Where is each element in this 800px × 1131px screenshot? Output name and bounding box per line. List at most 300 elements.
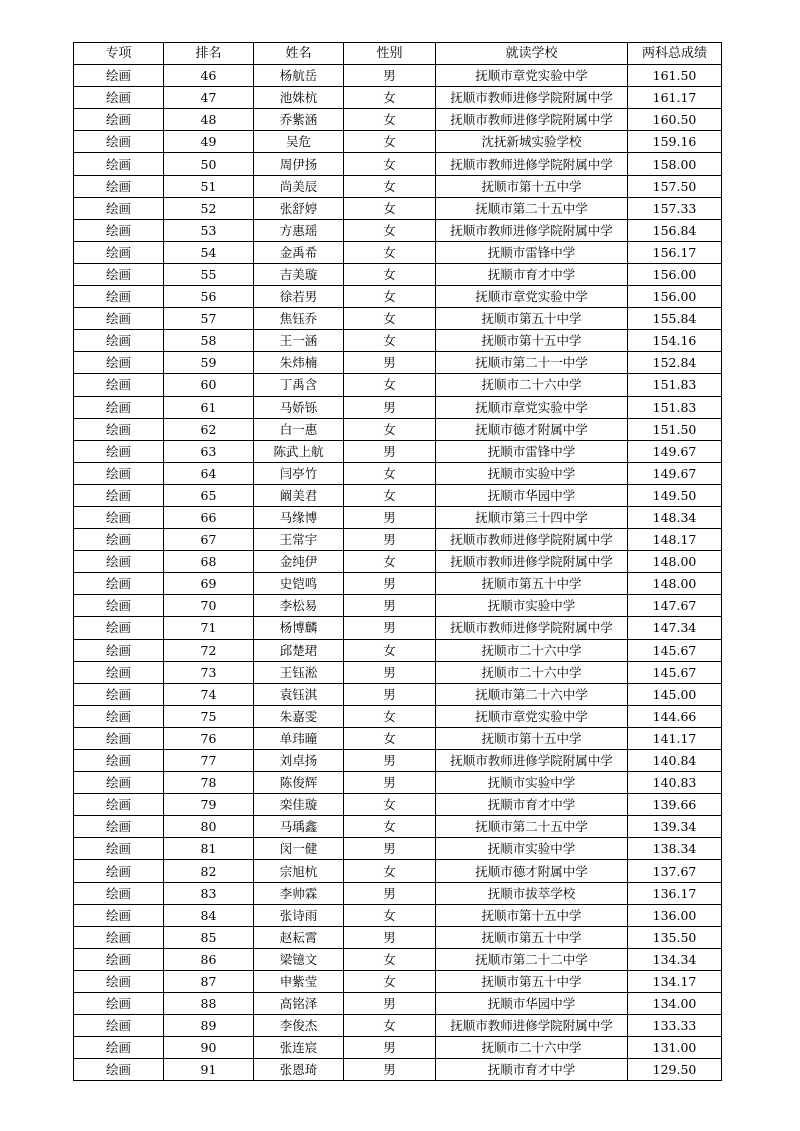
cell-specialty: 绘画 [74,551,164,573]
cell-name: 刘卓扬 [254,750,344,772]
cell-specialty: 绘画 [74,661,164,683]
cell-rank: 56 [164,286,254,308]
cell-total-score: 136.00 [628,904,722,926]
cell-specialty: 绘画 [74,352,164,374]
cell-rank: 74 [164,683,254,705]
table-row [74,551,722,573]
cell-total-score: 148.00 [628,573,722,595]
cell-school: 抚顺市章党实验中学 [436,65,628,87]
cell-total-score: 136.17 [628,882,722,904]
cell-rank: 73 [164,661,254,683]
cell-specialty: 绘画 [74,1037,164,1059]
cell-name: 吴危 [254,131,344,153]
cell-gender: 男 [344,440,436,462]
table-row [74,926,722,948]
table-row [74,529,722,551]
cell-name: 朱嘉雯 [254,705,344,727]
cell-specialty: 绘画 [74,639,164,661]
cell-specialty: 绘画 [74,440,164,462]
cell-total-score: 148.34 [628,506,722,528]
table-row [74,683,722,705]
cell-gender: 男 [344,1037,436,1059]
cell-total-score: 145.67 [628,639,722,661]
cell-total-score: 156.84 [628,219,722,241]
cell-gender: 男 [344,65,436,87]
cell-specialty: 绘画 [74,153,164,175]
cell-total-score: 149.67 [628,440,722,462]
cell-rank: 89 [164,1015,254,1037]
cell-gender: 女 [344,197,436,219]
cell-gender: 女 [344,727,436,749]
table-header [74,43,722,65]
cell-rank: 76 [164,727,254,749]
table-row [74,153,722,175]
cell-school: 抚顺市章党实验中学 [436,396,628,418]
cell-name: 吉美璇 [254,263,344,285]
cell-specialty: 绘画 [74,1059,164,1081]
cell-rank: 67 [164,529,254,551]
table-row [74,904,722,926]
cell-gender: 男 [344,595,436,617]
cell-total-score: 156.00 [628,286,722,308]
cell-school: 抚顺市教师进修学院附属中学 [436,529,628,551]
cell-gender: 女 [344,1015,436,1037]
cell-specialty: 绘画 [74,330,164,352]
table-row [74,617,722,639]
cell-name: 杨航岳 [254,65,344,87]
cell-rank: 72 [164,639,254,661]
header-gender: 性别 [344,43,436,65]
table-row [74,87,722,109]
cell-rank: 70 [164,595,254,617]
cell-rank: 81 [164,838,254,860]
table-row [74,241,722,263]
cell-specialty: 绘画 [74,926,164,948]
cell-rank: 68 [164,551,254,573]
cell-school: 抚顺市第十五中学 [436,330,628,352]
cell-gender: 女 [344,904,436,926]
cell-rank: 90 [164,1037,254,1059]
cell-specialty: 绘画 [74,65,164,87]
cell-specialty: 绘画 [74,838,164,860]
cell-rank: 82 [164,860,254,882]
table-row [74,197,722,219]
cell-name: 周伊扬 [254,153,344,175]
cell-total-score: 138.34 [628,838,722,860]
cell-gender: 女 [344,87,436,109]
cell-gender: 男 [344,617,436,639]
cell-school: 抚顺市实验中学 [436,838,628,860]
cell-specialty: 绘画 [74,131,164,153]
table-row [74,727,722,749]
table-row [74,418,722,440]
cell-total-score: 131.00 [628,1037,722,1059]
cell-school: 抚顺市第五十中学 [436,970,628,992]
table-row [74,882,722,904]
cell-name: 金纯伊 [254,551,344,573]
cell-gender: 男 [344,352,436,374]
cell-specialty: 绘画 [74,286,164,308]
table-row [74,639,722,661]
cell-rank: 84 [164,904,254,926]
cell-name: 高铭泽 [254,993,344,1015]
cell-specialty: 绘画 [74,462,164,484]
cell-specialty: 绘画 [74,484,164,506]
cell-name: 张恩琦 [254,1059,344,1081]
cell-gender: 女 [344,816,436,838]
cell-rank: 54 [164,241,254,263]
cell-rank: 62 [164,418,254,440]
cell-gender: 女 [344,308,436,330]
cell-rank: 78 [164,772,254,794]
cell-school: 抚顺市第二十六中学 [436,683,628,705]
cell-gender: 男 [344,993,436,1015]
cell-name: 梁镱文 [254,948,344,970]
cell-gender: 女 [344,109,436,131]
cell-name: 池姝杭 [254,87,344,109]
cell-total-score: 157.50 [628,175,722,197]
cell-school: 抚顺市第十五中学 [436,175,628,197]
cell-rank: 53 [164,219,254,241]
cell-name: 方惠瑶 [254,219,344,241]
cell-rank: 50 [164,153,254,175]
cell-school: 抚顺市教师进修学院附属中学 [436,617,628,639]
cell-school: 抚顺市教师进修学院附属中学 [436,219,628,241]
cell-name: 徐若男 [254,286,344,308]
cell-specialty: 绘画 [74,573,164,595]
cell-total-score: 152.84 [628,352,722,374]
table-row [74,595,722,617]
table-body [74,65,722,1081]
cell-total-score: 158.00 [628,153,722,175]
cell-school: 抚顺市教师进修学院附属中学 [436,153,628,175]
cell-rank: 71 [164,617,254,639]
cell-specialty: 绘画 [74,263,164,285]
cell-specialty: 绘画 [74,860,164,882]
cell-rank: 85 [164,926,254,948]
table-row [74,970,722,992]
cell-school: 抚顺市教师进修学院附属中学 [436,551,628,573]
table-row [74,573,722,595]
cell-name: 陈俊辉 [254,772,344,794]
cell-name: 乔紫涵 [254,109,344,131]
cell-school: 沈抚新城实验学校 [436,131,628,153]
cell-name: 王钰淞 [254,661,344,683]
cell-name: 宗旭杭 [254,860,344,882]
cell-total-score: 139.66 [628,794,722,816]
cell-gender: 女 [344,462,436,484]
cell-school: 抚顺市实验中学 [436,462,628,484]
cell-school: 抚顺市二十六中学 [436,661,628,683]
cell-total-score: 141.17 [628,727,722,749]
cell-gender: 女 [344,263,436,285]
cell-specialty: 绘画 [74,396,164,418]
cell-school: 抚顺市二十六中学 [436,374,628,396]
header-row [74,43,722,65]
cell-rank: 57 [164,308,254,330]
cell-gender: 男 [344,926,436,948]
cell-school: 抚顺市拔萃学校 [436,882,628,904]
cell-name: 杨博麟 [254,617,344,639]
cell-gender: 男 [344,573,436,595]
cell-rank: 60 [164,374,254,396]
score-table [73,42,722,1081]
cell-school: 抚顺市第五十中学 [436,926,628,948]
cell-rank: 65 [164,484,254,506]
cell-name: 李俊杰 [254,1015,344,1037]
cell-rank: 77 [164,750,254,772]
cell-gender: 女 [344,551,436,573]
table-row [74,219,722,241]
cell-rank: 51 [164,175,254,197]
table-row [74,993,722,1015]
cell-total-score: 159.16 [628,131,722,153]
cell-gender: 男 [344,396,436,418]
cell-name: 史铠鸣 [254,573,344,595]
table-row [74,65,722,87]
table-row [74,794,722,816]
cell-rank: 49 [164,131,254,153]
cell-total-score: 156.00 [628,263,722,285]
cell-specialty: 绘画 [74,705,164,727]
cell-total-score: 140.84 [628,750,722,772]
cell-specialty: 绘画 [74,683,164,705]
cell-school: 抚顺市教师进修学院附属中学 [436,750,628,772]
cell-gender: 女 [344,374,436,396]
cell-name: 焦钰乔 [254,308,344,330]
cell-name: 尚美辰 [254,175,344,197]
cell-total-score: 134.17 [628,970,722,992]
cell-rank: 91 [164,1059,254,1081]
score-sheet [73,42,722,1081]
cell-gender: 男 [344,1059,436,1081]
cell-rank: 87 [164,970,254,992]
table-row [74,374,722,396]
cell-rank: 46 [164,65,254,87]
cell-school: 抚顺市德才附属中学 [436,418,628,440]
cell-gender: 男 [344,506,436,528]
cell-gender: 男 [344,683,436,705]
cell-gender: 女 [344,175,436,197]
cell-total-score: 135.50 [628,926,722,948]
cell-total-score: 137.67 [628,860,722,882]
cell-gender: 男 [344,661,436,683]
table-row [74,1037,722,1059]
table-row [74,705,722,727]
cell-total-score: 151.83 [628,396,722,418]
table-row [74,396,722,418]
cell-name: 单玮曈 [254,727,344,749]
cell-school: 抚顺市教师进修学院附属中学 [436,87,628,109]
cell-total-score: 161.50 [628,65,722,87]
table-row [74,131,722,153]
cell-school: 抚顺市章党实验中学 [436,286,628,308]
cell-rank: 63 [164,440,254,462]
cell-rank: 79 [164,794,254,816]
cell-total-score: 133.33 [628,1015,722,1037]
table-row [74,1015,722,1037]
cell-rank: 64 [164,462,254,484]
cell-total-score: 155.84 [628,308,722,330]
cell-total-score: 160.50 [628,109,722,131]
cell-total-score: 147.67 [628,595,722,617]
cell-name: 栾佳璇 [254,794,344,816]
cell-school: 抚顺市第五十中学 [436,573,628,595]
cell-specialty: 绘画 [74,882,164,904]
table-row [74,462,722,484]
cell-name: 陈武上航 [254,440,344,462]
cell-specialty: 绘画 [74,308,164,330]
cell-name: 王常宇 [254,529,344,551]
cell-gender: 女 [344,153,436,175]
cell-specialty: 绘画 [74,816,164,838]
cell-total-score: 147.34 [628,617,722,639]
cell-name: 金禹希 [254,241,344,263]
cell-name: 丁禹含 [254,374,344,396]
cell-gender: 男 [344,838,436,860]
cell-school: 抚顺市第二十二中学 [436,948,628,970]
cell-name: 邱楚珺 [254,639,344,661]
cell-gender: 女 [344,794,436,816]
cell-gender: 女 [344,970,436,992]
cell-school: 抚顺市雷锋中学 [436,241,628,263]
cell-specialty: 绘画 [74,197,164,219]
cell-gender: 女 [344,948,436,970]
table-row [74,1059,722,1081]
cell-rank: 75 [164,705,254,727]
cell-rank: 47 [164,87,254,109]
cell-school: 抚顺市第二十五中学 [436,197,628,219]
cell-total-score: 154.16 [628,330,722,352]
cell-name: 白一惠 [254,418,344,440]
cell-specialty: 绘画 [74,87,164,109]
table-row [74,352,722,374]
cell-school: 抚顺市雷锋中学 [436,440,628,462]
cell-rank: 61 [164,396,254,418]
cell-specialty: 绘画 [74,241,164,263]
cell-name: 王一涵 [254,330,344,352]
cell-specialty: 绘画 [74,175,164,197]
table-row [74,484,722,506]
cell-rank: 69 [164,573,254,595]
cell-rank: 52 [164,197,254,219]
cell-specialty: 绘画 [74,617,164,639]
cell-school: 抚顺市第十五中学 [436,727,628,749]
cell-rank: 58 [164,330,254,352]
table-row [74,661,722,683]
cell-specialty: 绘画 [74,750,164,772]
cell-gender: 女 [344,241,436,263]
header-specialty: 专项 [74,43,164,65]
cell-specialty: 绘画 [74,109,164,131]
cell-school: 抚顺市第十五中学 [436,904,628,926]
cell-specialty: 绘画 [74,1015,164,1037]
cell-name: 申紫莹 [254,970,344,992]
cell-specialty: 绘画 [74,219,164,241]
table-row [74,816,722,838]
cell-gender: 女 [344,418,436,440]
header-name: 姓名 [254,43,344,65]
table-row [74,506,722,528]
cell-rank: 80 [164,816,254,838]
cell-school: 抚顺市实验中学 [436,595,628,617]
cell-total-score: 144.66 [628,705,722,727]
cell-specialty: 绘画 [74,727,164,749]
cell-specialty: 绘画 [74,772,164,794]
cell-name: 张舒婷 [254,197,344,219]
cell-total-score: 134.34 [628,948,722,970]
cell-school: 抚顺市德才附属中学 [436,860,628,882]
table-row [74,286,722,308]
cell-rank: 48 [164,109,254,131]
cell-gender: 男 [344,882,436,904]
cell-name: 马缘博 [254,506,344,528]
cell-school: 抚顺市章党实验中学 [436,705,628,727]
cell-school: 抚顺市育才中学 [436,794,628,816]
cell-specialty: 绘画 [74,374,164,396]
cell-name: 张诗雨 [254,904,344,926]
cell-gender: 男 [344,750,436,772]
table-row [74,109,722,131]
header-school: 就读学校 [436,43,628,65]
cell-specialty: 绘画 [74,794,164,816]
cell-name: 阚美君 [254,484,344,506]
cell-rank: 86 [164,948,254,970]
cell-total-score: 156.17 [628,241,722,263]
cell-school: 抚顺市华园中学 [436,993,628,1015]
cell-gender: 女 [344,286,436,308]
cell-gender: 男 [344,772,436,794]
cell-school: 抚顺市实验中学 [436,772,628,794]
cell-gender: 女 [344,639,436,661]
header-total-score: 两科总成绩 [628,43,722,65]
cell-total-score: 157.33 [628,197,722,219]
table-row [74,440,722,462]
table-row [74,838,722,860]
cell-name: 李松易 [254,595,344,617]
cell-total-score: 148.17 [628,529,722,551]
cell-name: 闵一健 [254,838,344,860]
cell-school: 抚顺市第二十一中学 [436,352,628,374]
cell-gender: 女 [344,705,436,727]
cell-specialty: 绘画 [74,948,164,970]
cell-name: 朱炜楠 [254,352,344,374]
cell-specialty: 绘画 [74,904,164,926]
cell-name: 袁钰淇 [254,683,344,705]
cell-specialty: 绘画 [74,595,164,617]
cell-school: 抚顺市育才中学 [436,263,628,285]
cell-school: 抚顺市二十六中学 [436,1037,628,1059]
cell-total-score: 134.00 [628,993,722,1015]
header-rank: 排名 [164,43,254,65]
cell-specialty: 绘画 [74,418,164,440]
cell-total-score: 151.50 [628,418,722,440]
cell-name: 闫亭竹 [254,462,344,484]
cell-gender: 女 [344,131,436,153]
cell-rank: 88 [164,993,254,1015]
cell-name: 马娇铄 [254,396,344,418]
cell-name: 赵耘霄 [254,926,344,948]
cell-name: 李帅霖 [254,882,344,904]
cell-school: 抚顺市教师进修学院附属中学 [436,109,628,131]
cell-total-score: 148.00 [628,551,722,573]
cell-total-score: 149.67 [628,462,722,484]
cell-rank: 59 [164,352,254,374]
cell-gender: 男 [344,529,436,551]
cell-school: 抚顺市华园中学 [436,484,628,506]
cell-school: 抚顺市育才中学 [436,1059,628,1081]
cell-total-score: 140.83 [628,772,722,794]
